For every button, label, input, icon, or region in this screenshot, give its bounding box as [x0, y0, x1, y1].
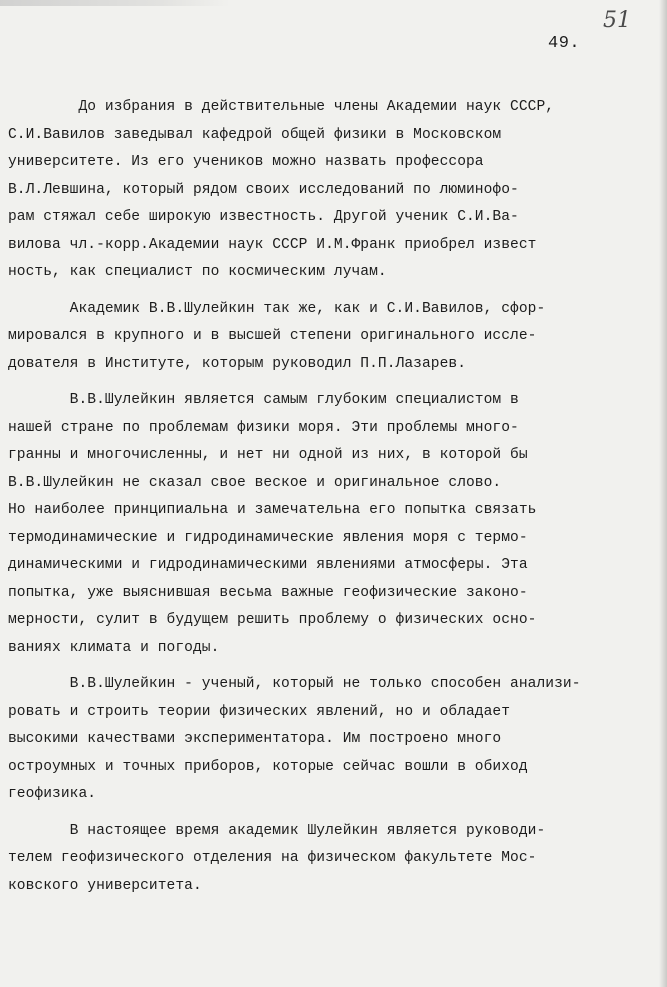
text-line: Но наиболее принципиальна и замечательна его попытка связать — [8, 502, 537, 518]
text-line: ность, как специалист по космическим лучам. — [8, 264, 387, 280]
text-line: мировался в крупного и в высшей степени оригинального иссле- — [8, 328, 537, 344]
paragraph-1 — [8, 94, 663, 287]
paragraph-5 — [8, 818, 663, 901]
paragraph-gap — [8, 378, 663, 387]
text-line: С.И.Вавилов заведывал кафедрой общей физики в Московском — [8, 126, 502, 143]
text-line: ковского университета. — [8, 877, 202, 894]
document-body — [8, 94, 663, 900]
text-line: ваниях климата и погоды. — [8, 639, 220, 656]
page-number: 49. — [548, 34, 581, 53]
text-line: дователя в Институте, которым руководил П.П.Лазарев. — [8, 355, 466, 372]
text-line: геофизика. — [8, 786, 97, 802]
text-line: В настоящее время академик Шулейкин является руководи- — [8, 822, 546, 839]
text-line: рам стяжал себе широкую известность. Другой ученик С.И.Ва- — [8, 209, 519, 225]
text-line: ровать и строить теории физических явлений, но и обладает — [8, 703, 511, 720]
text-line: попытка, уже выяснившая весьма важные геофизические законо- — [8, 584, 528, 601]
text-line: термодинамические и гидродинамические явления моря с термо- — [8, 529, 528, 546]
paragraph-gap — [8, 287, 663, 296]
text-line: вилова чл.-корр.Академии наук СССР И.М.Франк приобрел извест — [8, 236, 537, 253]
text-line: мерности, сулит в будущем решить проблему о физических осно- — [8, 612, 537, 628]
text-line: гранны и многочисленны, и нет ни одной из них, в которой бы — [8, 447, 528, 463]
text-line: В.В.Шулейкин - ученый, который не только способен анализи- — [8, 676, 581, 692]
text-line: университете. Из его учеников можно назвать профессора — [8, 154, 484, 170]
text-line: Академик В.В.Шулейкин так же, как и С.И.Вавилов, сфор- — [8, 300, 546, 317]
paragraph-gap — [8, 809, 663, 818]
text-line: нашей стране по проблемам физики моря. Эти проблемы много- — [8, 419, 519, 436]
paragraph-4 — [8, 671, 663, 809]
archive-folio-number: 51 — [603, 8, 631, 33]
paragraph-gap — [8, 662, 663, 671]
paragraph-3 — [8, 387, 663, 662]
text-line: телем геофизического отделения на физическом факультете Мос- — [8, 850, 537, 866]
text-line: остроумных и точных приборов, которые сейчас вошли в обиход — [8, 758, 528, 775]
text-line: В.Л.Левшина, который рядом своих исследований по люминофо- — [8, 181, 519, 198]
text-line: До избрания в действительные члены Академии наук СССР, — [8, 99, 555, 115]
scan-smudge — [0, 0, 230, 6]
paragraph-2 — [8, 296, 663, 379]
text-line: динамическими и гидродинамическими явлениями атмосферы. Эта — [8, 557, 528, 573]
text-line: В.В.Шулейкин является самым глубоким специалистом в — [8, 392, 519, 408]
text-line: В.В.Шулейкин не сказал свое веское и оригинальное слово. — [8, 474, 502, 491]
text-line: высокими качествами экспериментатора. Им построено много — [8, 731, 502, 747]
